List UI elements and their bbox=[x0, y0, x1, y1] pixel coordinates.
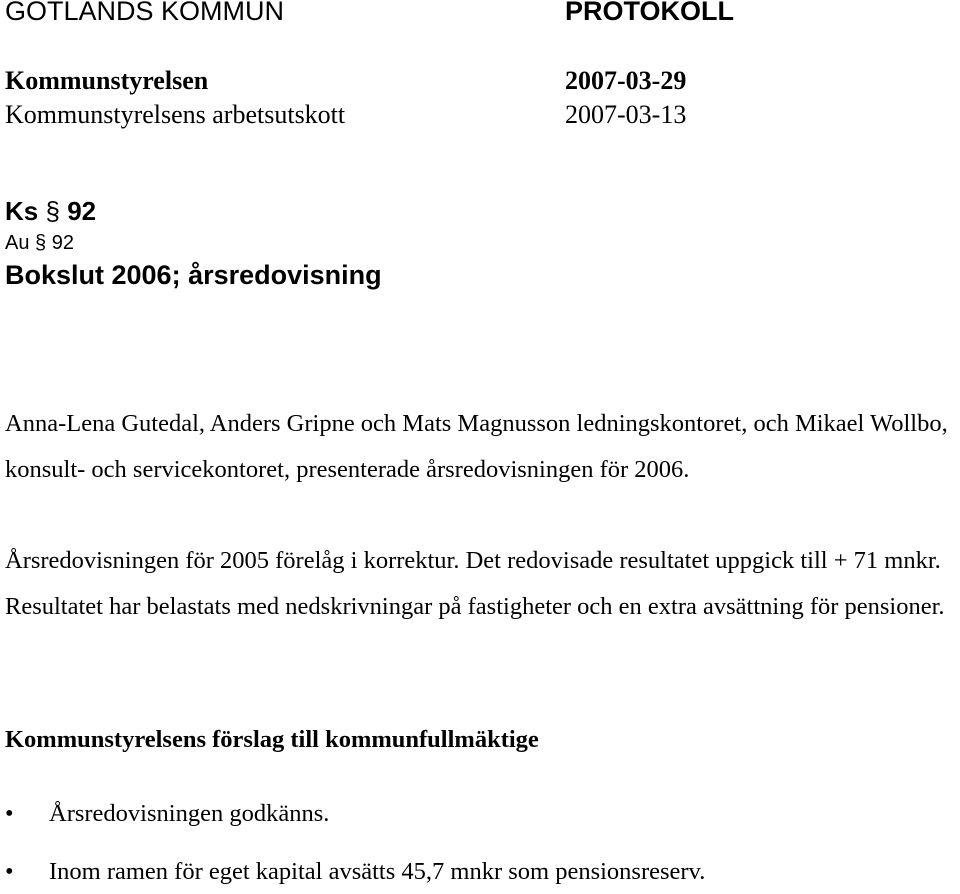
paragraph-presenters: Anna-Lena Gutedal, Anders Gripne och Mats Magnusson ledningskontoret, och Mikael Wollbo, konsult- och servicekontoret, presenterade årsredovisningen för 2006. bbox=[5, 410, 948, 483]
au-paragraph-ref bbox=[5, 232, 74, 255]
document-type: PROTOKOLL bbox=[565, 0, 735, 26]
paragraph-result: Årsredovisningen för 2005 förelåg i korrektur. Det redovisade resultatet uppgick till + 71 mnkr. Resultatet har belastats med nedskrivningar på fastigheter och en extra avsättning för pensioner. bbox=[5, 547, 945, 620]
list-item bbox=[5, 858, 705, 886]
section-sign-icon: § bbox=[45, 196, 60, 226]
meeting-body-1: Kommunstyrelsen bbox=[5, 66, 209, 95]
list-item-text: Årsredovisningen godkänns. bbox=[49, 800, 330, 827]
list-item-text: Inom ramen för eget kapital avsätts 45,7 mnkr som pensionsreserv. bbox=[49, 858, 706, 885]
bullet-icon: • bbox=[5, 858, 14, 885]
case-title: Bokslut 2006; årsredovisning bbox=[5, 260, 382, 290]
section-sign-icon: § bbox=[35, 232, 47, 254]
bullet-icon: • bbox=[5, 800, 14, 827]
ks-paragraph-ref bbox=[5, 196, 96, 227]
proposal-heading: Kommunstyrelsens förslag till kommunfullmäktige bbox=[5, 726, 539, 753]
ks-number: 92 bbox=[67, 196, 97, 226]
au-label: Au bbox=[5, 232, 30, 254]
ks-label: Ks bbox=[5, 196, 39, 226]
meeting-date-2: 2007-03-13 bbox=[565, 100, 687, 129]
list-item bbox=[5, 800, 329, 828]
meeting-date-1: 2007-03-29 bbox=[565, 66, 687, 95]
meeting-body-2: Kommunstyrelsens arbetsutskott bbox=[5, 100, 346, 129]
au-number: 92 bbox=[51, 232, 74, 254]
municipality-name: GOTLANDS KOMMUN bbox=[5, 0, 285, 26]
